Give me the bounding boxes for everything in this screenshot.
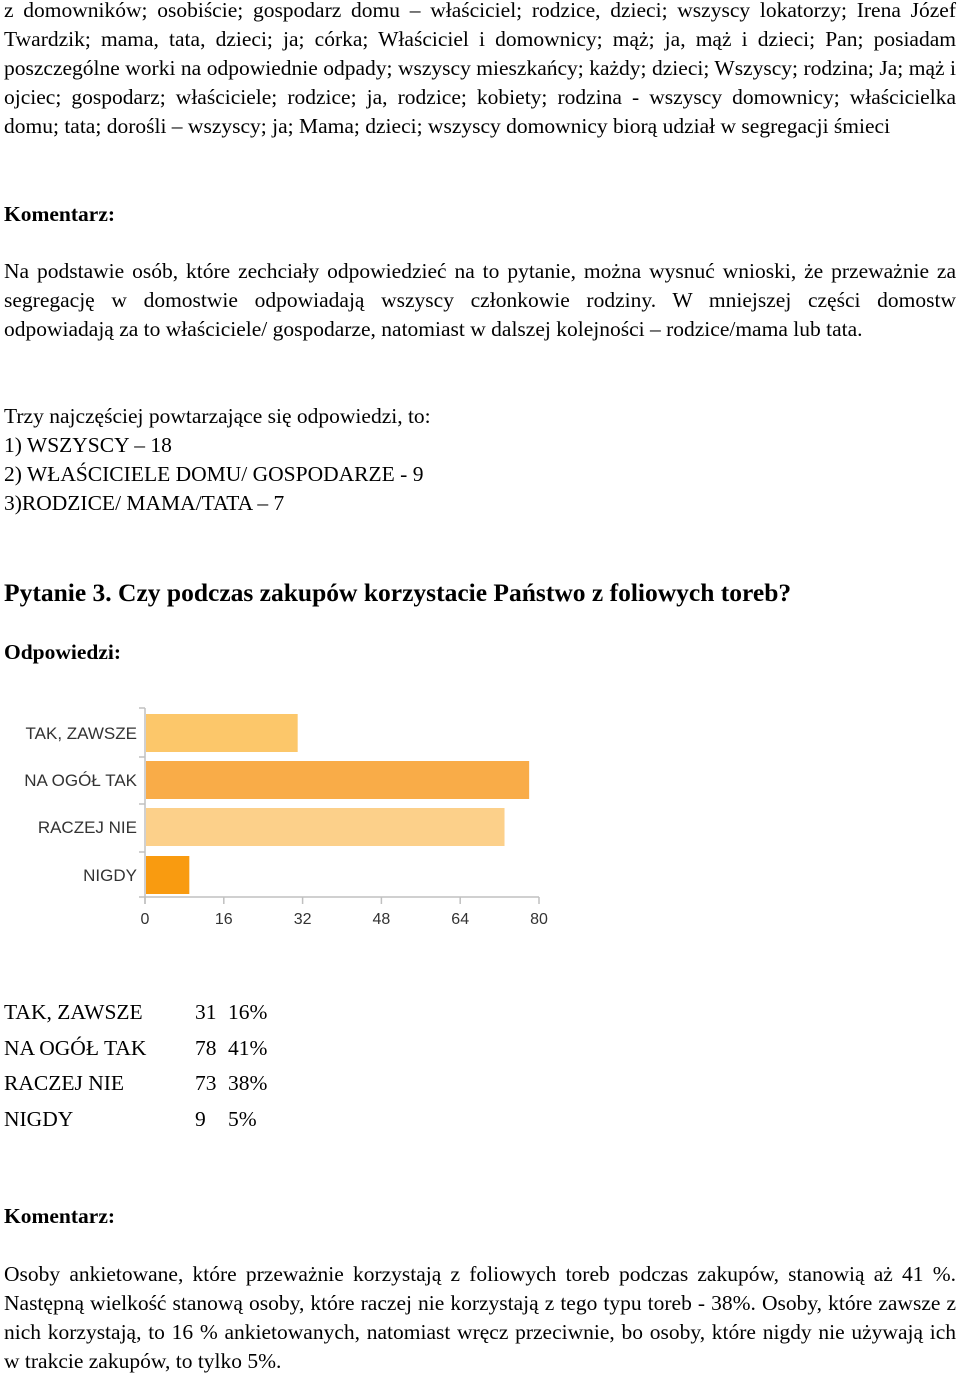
answers-heading: Odpowiedzi: xyxy=(4,640,122,664)
category-label: TAK, ZAWSZE xyxy=(25,724,137,743)
x-tick-label: 48 xyxy=(372,911,391,928)
result-count: 78 xyxy=(195,1035,217,1060)
bar-3 xyxy=(146,808,505,846)
bar-1 xyxy=(146,714,298,752)
bar-2 xyxy=(146,761,529,799)
result-percent: 5% xyxy=(228,1106,257,1131)
intro-paragraph: z domowników; osobiście; gospodarz domu – właściciel; rodzice, dzieci; wszyscy lokatorzy; Irena Józef Twardzik; mama, tata, dzieci; ja; córka; Właściciel i domownicy; mąż; ja, mąż i dzieci; Pan; posiadam poszczególne worki na odpowiednie odpady; wszyscy mieszkańcy; każdy; dzieci; Wszyscy; rodzina; Ja; mąż i ojciec; gospodarz; właściciele; rodzice; ja, rodzice; kobiety; rodzina - wszyscy domownicy; właścicielka domu; tata; dorośli – wszyscy; ja; Mama; dzieci; wszyscy domownicy biorą udział w segregacji śmieci xyxy=(4,0,956,138)
result-count: 73 xyxy=(195,1071,217,1096)
x-tick-label: 0 xyxy=(140,911,150,928)
results-table xyxy=(4,995,267,1137)
table-row xyxy=(4,1031,267,1067)
top-answer-2: 2) WŁAŚCICIELE DOMU/ GOSPODARZE - 9 xyxy=(4,462,424,486)
comment-paragraph-1: Na podstawie osób, które zechciały odpowiedzieć na to pytanie, można wysnuć wnioski, że przeważnie za segregację w domostwie odpowiadają wszyscy członkowie rodziny. W mniejszej części domostw odpowiadają za to właściciele/ gospodarze, natomiast w dalszej kolejności – rodzice/mama lub tata. xyxy=(4,259,956,341)
result-label: NA OGÓŁ TAK xyxy=(4,1035,147,1060)
category-label: NIGDY xyxy=(83,866,137,885)
result-label: RACZEJ NIE xyxy=(4,1071,125,1096)
result-percent: 38% xyxy=(228,1071,268,1096)
result-count: 31 xyxy=(195,1000,217,1025)
result-label: NIGDY xyxy=(4,1106,74,1131)
table-row xyxy=(4,995,267,1031)
top-answers-intro: Trzy najczęściej powtarzające się odpowiedzi, to: xyxy=(4,404,431,428)
table-row xyxy=(4,1066,267,1102)
comment-heading-2: Komentarz: xyxy=(4,1204,116,1228)
result-percent: 16% xyxy=(228,1000,268,1025)
x-tick-label: 64 xyxy=(451,911,470,928)
result-percent: 41% xyxy=(228,1035,268,1060)
x-tick-label: 16 xyxy=(214,911,233,928)
answers-bar-chart xyxy=(0,700,560,940)
top-answer-3: 3)RODZICE/ MAMA/TATA – 7 xyxy=(4,491,285,515)
result-label: TAK, ZAWSZE xyxy=(4,1000,143,1025)
comment-paragraph-2: Osoby ankietowane, które przeważnie korzystają z foliowych toreb podczas zakupów, stanowią aż 41 %. Następną wielkość stanową osoby, które raczej nie korzystają z tego typu toreb - 38%. Osoby, które zawsze z nich korzystają, to 16 % ankietowanych, natomiast wręcz przeciwnie, bo osoby, które nigdy nie używają ich w trakcie zakupów, to tylko 5%. xyxy=(4,1262,956,1373)
top-answer-1: 1) WSZYSCY – 18 xyxy=(4,433,172,457)
category-label: RACZEJ NIE xyxy=(37,818,137,837)
bar-4 xyxy=(146,856,189,894)
question-3-title: Pytanie 3. Czy podczas zakupów korzystacie Państwo z foliowych toreb? xyxy=(4,578,792,607)
result-count: 9 xyxy=(195,1106,206,1131)
comment-heading-1: Komentarz: xyxy=(4,202,116,226)
x-tick-label: 80 xyxy=(530,911,548,928)
table-row xyxy=(4,1102,267,1138)
category-label: NA OGÓŁ TAK xyxy=(24,771,137,790)
x-tick-label: 32 xyxy=(293,911,312,928)
